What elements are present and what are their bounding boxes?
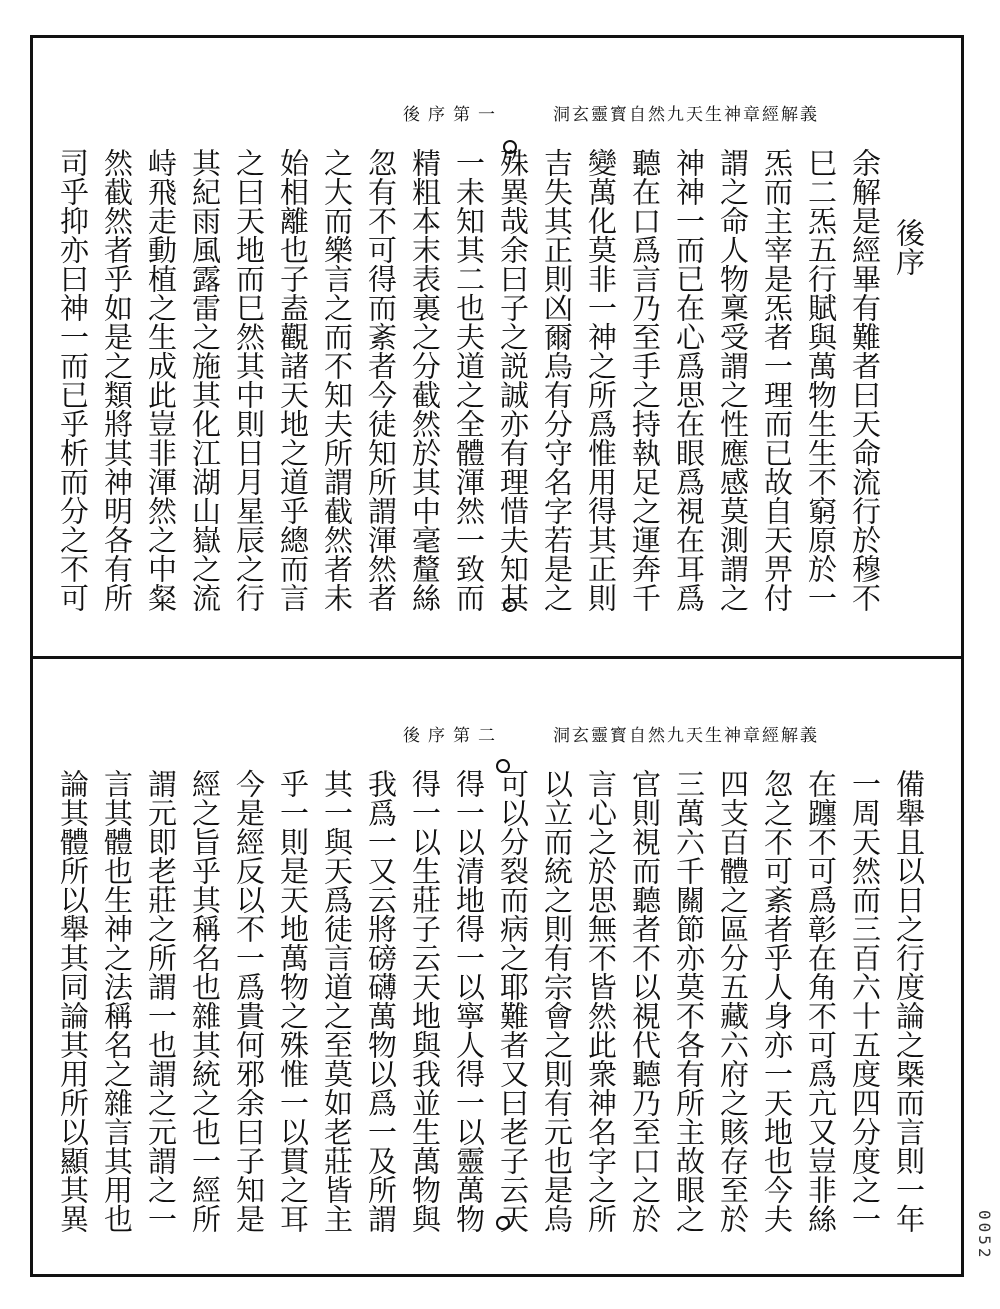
text-column: 吉失其正則凶爾烏有分守名字若是之 (540, 148, 574, 612)
header-page-label: 後序第一 (403, 105, 503, 125)
text-column: 我爲一又云將磅礴萬物以爲一及所謂 (364, 769, 398, 1233)
text-column: 乎一則是天地萬物之殊惟一以貫之耳 (276, 769, 310, 1233)
text-column: 今是經反以不一爲貴何邪余曰子知是 (232, 769, 266, 1233)
text-column: 四支百體之區分五藏六府之賅存至於 (716, 769, 750, 1233)
text-column: 言其體也生神之法稱名之雜言其用也 (100, 769, 134, 1233)
text-column: 以立而統之則有宗會之則有元也是烏 (540, 769, 574, 1233)
text-column: 備舉且以日之行度論之槩而言則一年 (892, 769, 926, 1233)
text-column: 其紀雨風露雷之施其化江湖山嶽之流 (188, 148, 222, 612)
text-column: 得一以生莊子云天地與我並生萬物與 (408, 769, 442, 1233)
text-column: 經之旨乎其稱名也雜其統之也一經所 (188, 769, 222, 1233)
text-column: 官則視而聽者不以視代聽乃至口之於 (628, 769, 662, 1233)
text-column: 謂元即老莊之所謂一也謂之元謂之一 (144, 769, 178, 1233)
text-column: 炁而主宰是炁者一理而已故自天畀付 (760, 148, 794, 612)
text-column: 可以分裂而病之耶難者又曰老子云天 (496, 769, 530, 1233)
header-title: 洞玄靈寳自然九天生神章經解義 (553, 105, 819, 125)
column-title: 後序 (892, 218, 926, 276)
text-column: 峙飛走動植之生成此豈非渾然之中粲 (144, 148, 178, 612)
page-header (403, 721, 863, 747)
text-column: 在躔不可爲彰在角不可爲亢又豈非絲 (804, 769, 838, 1233)
text-column: 然截然者乎如是之類將其神明各有所 (100, 148, 134, 612)
text-column: 始相離也子盍觀諸天地之道乎總而言 (276, 148, 310, 612)
text-column: 殊異哉余曰子之説誠亦有理惜夫知其 (496, 148, 530, 612)
page-header (403, 100, 863, 126)
top-page (33, 38, 961, 656)
text-column: 忽之不可紊者乎人身亦一天地也今夫 (760, 769, 794, 1233)
text-column: 聽在口爲言乃至手之持執足之運奔千 (628, 148, 662, 612)
text-column: 一未知其二也夫道之全體渾然一致而 (452, 148, 486, 612)
header-page-label: 後序第二 (403, 726, 503, 746)
text-column: 得一以清地得一以寧人得一以靈萬物 (452, 769, 486, 1233)
text-column: 變萬化莫非一神之所爲惟用得其正則 (584, 148, 618, 612)
text-column: 其一與天爲徒言道之至莫如老莊皆主 (320, 769, 354, 1233)
text-columns (51, 769, 931, 1239)
text-column: 言心之於思無不皆然此衆神名字之所 (584, 769, 618, 1233)
text-column: 論其體所以舉其同論其用所以顯其異 (56, 769, 90, 1233)
text-column: 忽有不可得而紊者今徒知所謂渾然者 (364, 148, 398, 612)
text-column: 精粗本末表裏之分截然於其中毫釐絲 (408, 148, 442, 612)
text-column: 之曰天地而巳然其中則日月星辰之行 (232, 148, 266, 612)
text-column: 謂之命人物稟受謂之性應感莫測謂之 (716, 148, 750, 612)
page-number: 0052 (975, 1210, 994, 1261)
header-title: 洞玄靈寳自然九天生神章經解義 (553, 726, 819, 746)
text-column: 余解是經畢有難者曰天命流行於穆不 (848, 148, 882, 612)
bottom-page (33, 659, 961, 1274)
text-column: 巳二炁五行賦與萬物生生不窮原於一 (804, 148, 838, 612)
text-columns (51, 148, 931, 618)
text-column: 之大而樂言之而不知夫所謂截然者未 (320, 148, 354, 612)
text-column: 司乎抑亦曰神一而已乎析而分之不可 (56, 148, 90, 612)
text-column: 神神一而已在心爲思在眼爲視在耳爲 (672, 148, 706, 612)
text-column: 三萬六千關節亦莫不各有所主故眼之 (672, 769, 706, 1233)
text-column: 一周天然而三百六十五度四分度之一 (848, 769, 882, 1233)
